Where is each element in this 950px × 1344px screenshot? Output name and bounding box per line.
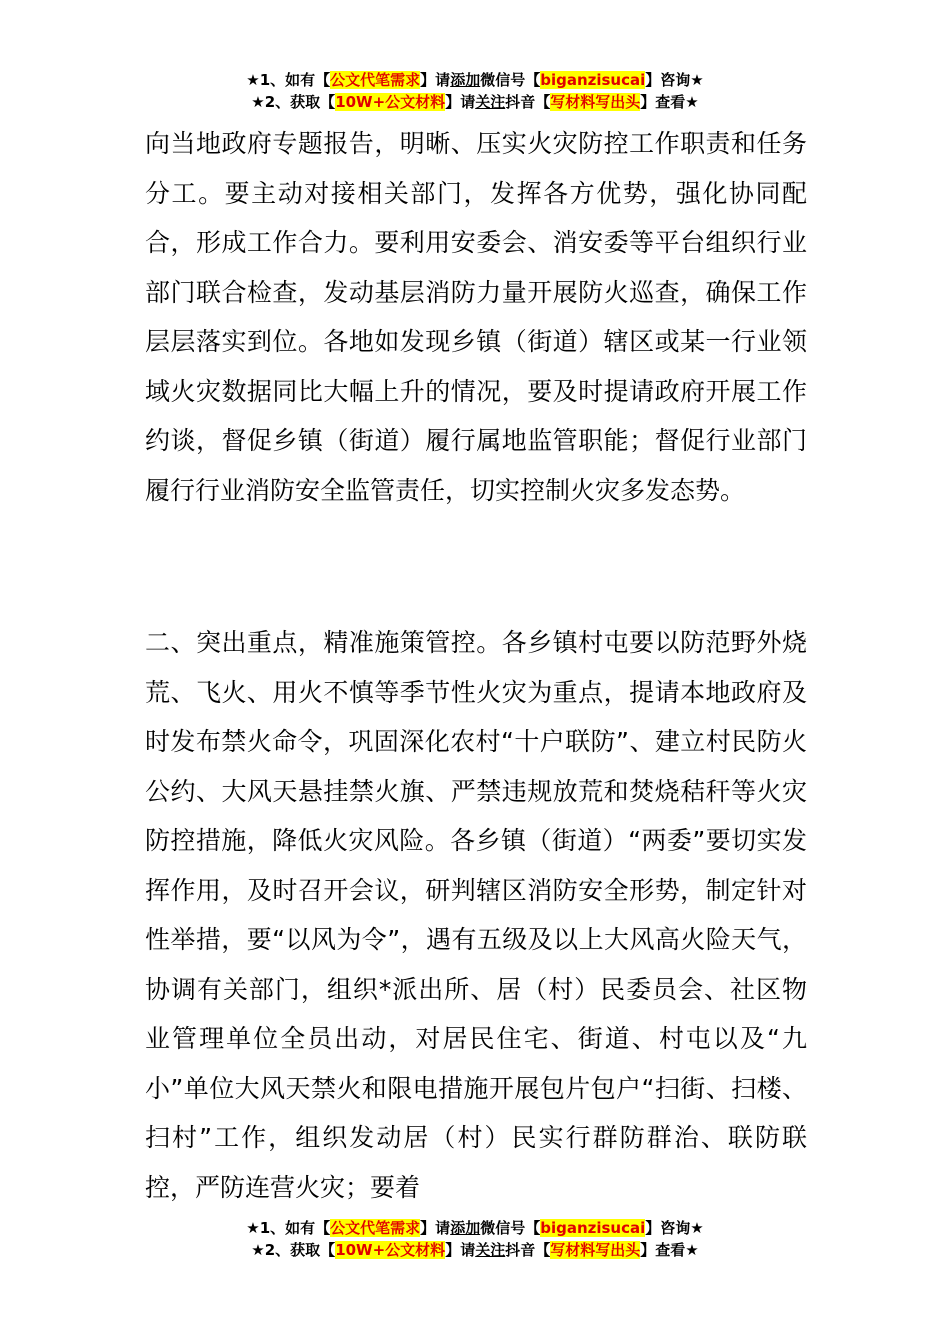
footer-line-2-suffix: 】查看★ [640,1241,699,1259]
banner-highlight-wechat: biganzisucai [540,71,646,89]
footer-highlight-wechat: biganzisucai [540,1219,646,1237]
banner-line-1-mid: 】请 [420,71,451,89]
footer-highlight-materials: 10W+公文材料 [335,1241,446,1259]
banner-line-1 [0,69,950,91]
banner-line-1-emph: 添加 [450,71,481,89]
footer-line-1-prefix: ★1、如有【 [246,1219,331,1237]
footer-line-1-emph: 添加 [450,1219,481,1237]
banner-line-2-emph: 关注 [475,93,506,111]
banner-line-2 [0,91,950,113]
banner-line-1-suffix: 】咨询★ [645,71,704,89]
banner-highlight-douyin: 写材料写出头 [550,93,641,111]
footer-highlight-douyin: 写材料写出头 [550,1241,641,1259]
footer-banner-line-2 [0,1239,950,1261]
footer-line-1-mid: 】请 [420,1219,451,1237]
body-paragraph-1: 向当地政府专题报告，明晰、压实火灾防控工作职责和任务分工。要主动对接相关部门，发挥各方优势，强化协同配合，形成工作合力。要利用安委会、消安委等平台组织行业部门联合检查，发动基层消防力量开展防火巡查，确保工作层层落实到位。各地如发现乡镇（街道）辖区或某一行业领域火灾数据同比大幅上升的情况，要及时提请政府开展工作约谈，督促乡镇（街道）履行属地监管职能；督促行业部门履行行业消防安全监管责任，切实控制火灾多发态势。 [145,129,807,505]
footer-banner-line-1 [0,1217,950,1239]
footer-line-1-mid2: 微信号【 [480,1219,541,1237]
banner-line-2-mid: 】请 [445,93,476,111]
footer-highlight-service: 公文代笔需求 [330,1219,421,1237]
body-paragraph-1-container [145,119,807,515]
banner-line-2-mid2: 抖音【 [505,93,551,111]
footer-banner [0,1217,950,1261]
footer-line-2-mid2: 抖音【 [505,1241,551,1259]
footer-line-2-mid: 】请 [445,1241,476,1259]
banner-line-2-suffix: 】查看★ [640,93,699,111]
banner-line-1-mid2: 微信号【 [480,71,541,89]
banner-highlight-service: 公文代笔需求 [330,71,421,89]
banner-line-2-prefix: ★2、获取【 [251,93,336,111]
body-paragraph-2: 二、突出重点，精准施策管控。各乡镇村屯要以防范野外烧荒、飞火、用火不慎等季节性火灾为重点，提请本地政府及时发布禁火命令，巩固深化农村“十户联防”、建立村民防火公约、大风天悬挂禁火旗、严禁违规放荒和焚烧秸秆等火灾防控措施，降低火灾风险。各乡镇（街道）“两委”要切实发挥作用，及时召开会议，研判辖区消防安全形势，制定针对性举措，要“以风为令”，遇有五级及以上大风高火险天气，协调有关部门，组织*派出所、居（村）民委员会、社区物业管理单位全员出动，对居民住宅、街道、村屯以及“九小”单位大风天禁火和限电措施开展包片包户“扫街、扫楼、扫村”工作，组织发动居（村）民实行群防群治、联防联控，严防连营火灾；要着 [145,628,807,1202]
footer-line-2-emph: 关注 [475,1241,506,1259]
footer-line-2-prefix: ★2、获取【 [251,1241,336,1259]
banner-highlight-materials: 10W+公文材料 [335,93,446,111]
header-banner [0,69,950,113]
body-paragraph-2-container [145,618,807,1212]
footer-line-1-suffix: 】咨询★ [645,1219,704,1237]
banner-line-1-prefix: ★1、如有【 [246,71,331,89]
